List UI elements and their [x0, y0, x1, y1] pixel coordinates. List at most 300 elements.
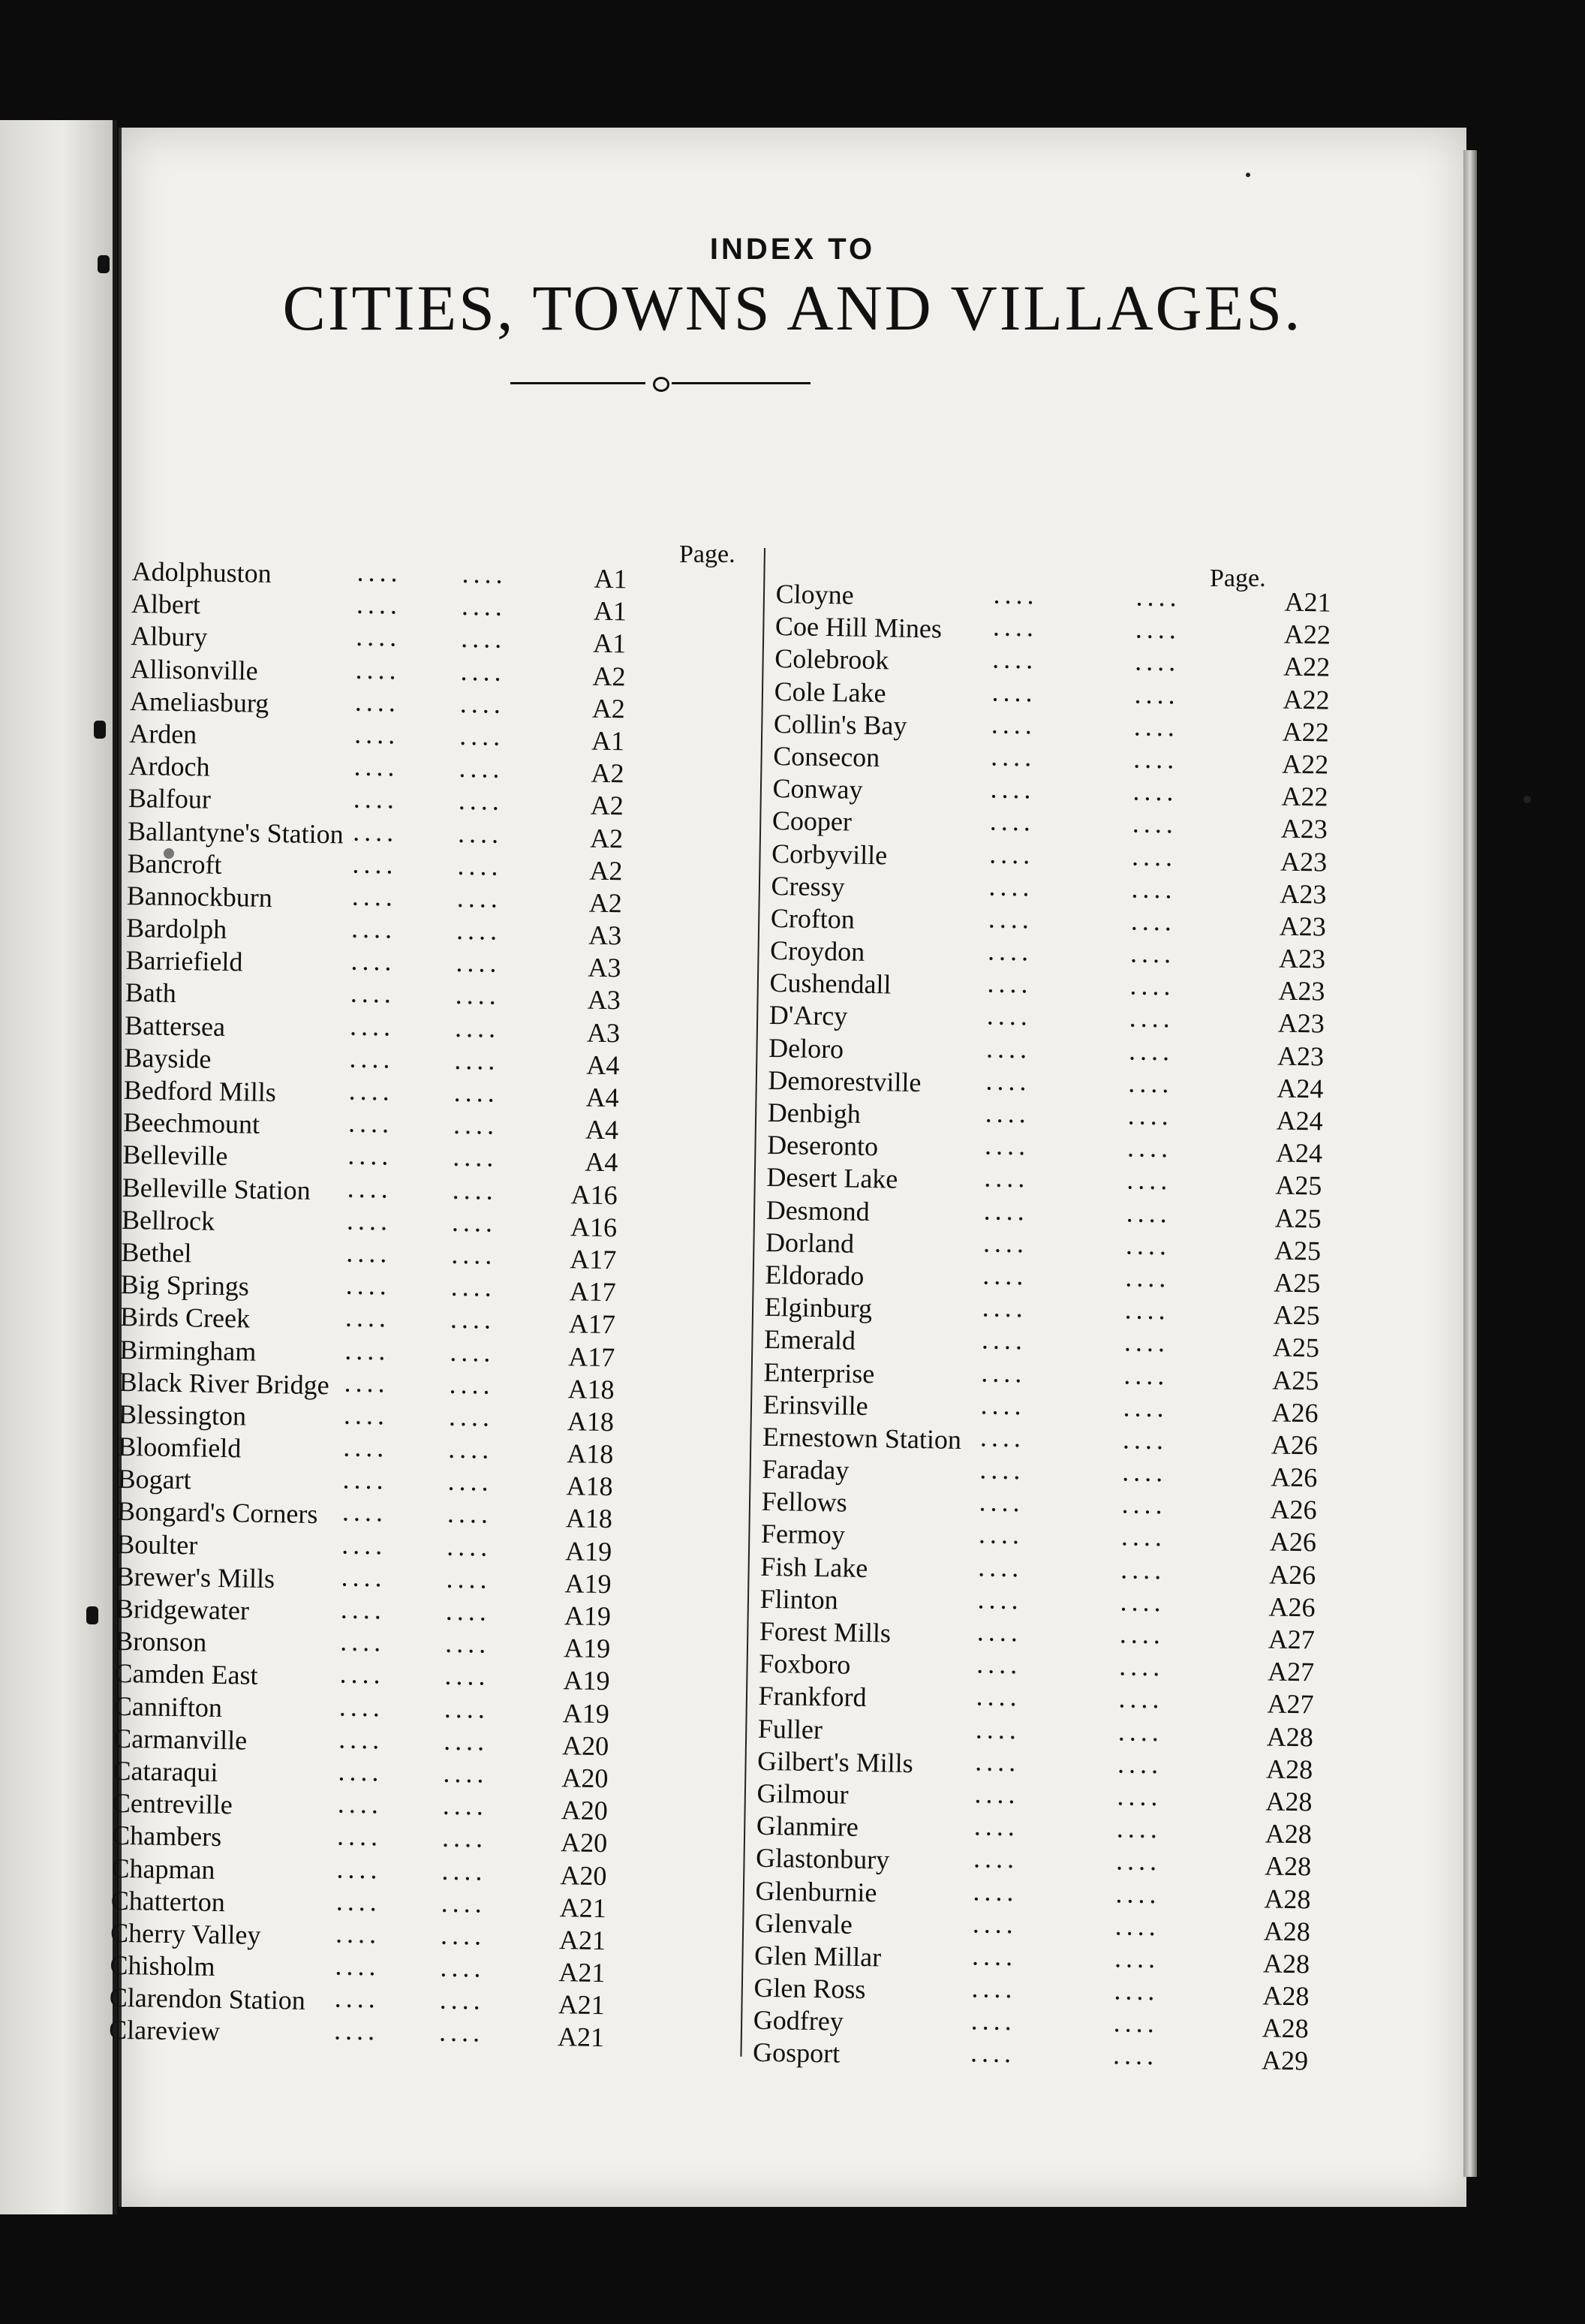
facing-page-edge — [0, 120, 117, 2214]
page-number: A17 — [568, 1308, 616, 1340]
page-number: A24 — [1276, 1105, 1324, 1136]
page-number: A1 — [592, 628, 627, 659]
page-number: A2 — [588, 887, 623, 919]
page-number: A22 — [1283, 652, 1331, 682]
page-number: A3 — [586, 1017, 621, 1048]
page-number: A28 — [1262, 1948, 1310, 1979]
leader-dots: .... — [352, 848, 398, 880]
leader-dots: .... — [1134, 679, 1180, 710]
page-number: A23 — [1278, 943, 1326, 974]
leader-dots: .... — [452, 1174, 498, 1206]
place-name: Belleville — [122, 1139, 228, 1172]
page-number: A20 — [561, 1795, 609, 1826]
page-number: A22 — [1283, 619, 1331, 650]
page-number: A22 — [1281, 748, 1329, 780]
leader-dots: .... — [447, 1531, 492, 1562]
leader-dots: .... — [1129, 970, 1175, 1001]
place-name: Bayside — [124, 1042, 212, 1074]
index-column-right — [753, 578, 1451, 2080]
leader-dots: .... — [336, 1820, 383, 1852]
leader-dots: .... — [990, 773, 1036, 805]
leader-dots: .... — [441, 1855, 487, 1886]
leader-dots: .... — [980, 1389, 1027, 1421]
place-name: Camden East — [114, 1658, 258, 1691]
leader-dots: .... — [454, 1012, 501, 1043]
leader-dots: .... — [1128, 1067, 1174, 1099]
page-column-header-left: Page. — [679, 540, 735, 568]
leader-dots: .... — [444, 1627, 491, 1659]
place-name: Glenburnie — [755, 1875, 877, 1907]
page-number: A27 — [1267, 1656, 1315, 1687]
place-name: Battersea — [124, 1010, 226, 1042]
leader-dots: .... — [459, 720, 505, 751]
leader-dots: .... — [343, 1399, 389, 1431]
leader-dots: .... — [453, 1109, 499, 1140]
page-number: A25 — [1274, 1267, 1321, 1299]
leader-dots: .... — [351, 881, 398, 912]
leader-dots: .... — [450, 1336, 495, 1368]
page-number: A25 — [1272, 1332, 1320, 1363]
leader-dots: .... — [458, 785, 504, 817]
page-number: A18 — [566, 1471, 613, 1502]
leader-dots: .... — [974, 1778, 1020, 1810]
place-name: Carmanville — [113, 1723, 248, 1756]
place-name: Arden — [128, 718, 197, 750]
place-name: Boulter — [116, 1528, 198, 1561]
leader-dots: .... — [335, 1950, 380, 1982]
leader-dots: .... — [1125, 1230, 1171, 1261]
leader-dots: .... — [456, 914, 502, 946]
place-name: Fuller — [757, 1713, 823, 1745]
place-name: Bellrock — [121, 1204, 215, 1236]
page-number: A24 — [1277, 1073, 1324, 1104]
leader-dots: .... — [356, 589, 402, 620]
leader-dots: .... — [339, 1658, 385, 1690]
place-name: Balfour — [128, 783, 212, 814]
leader-dots: .... — [1114, 1975, 1159, 2006]
place-name: Fermoy — [760, 1519, 846, 1551]
leader-dots: .... — [349, 1043, 395, 1074]
place-name: Enterprise — [763, 1356, 875, 1389]
leader-dots: .... — [462, 558, 507, 589]
leader-dots: .... — [1123, 1359, 1169, 1390]
page-number: A21 — [558, 1925, 606, 1956]
leader-dots: .... — [443, 1725, 489, 1757]
page-number: A4 — [585, 1114, 619, 1145]
place-name: Ameliasburg — [129, 685, 269, 718]
place-name: Consecon — [772, 740, 880, 773]
place-name: Deseronto — [766, 1130, 879, 1162]
leader-dots: .... — [987, 968, 1033, 999]
leader-dots: .... — [335, 1918, 381, 1949]
leader-dots: .... — [341, 1529, 387, 1561]
leader-dots: .... — [1120, 1521, 1167, 1552]
place-name: Cherry Valley — [110, 1917, 261, 1950]
place-name: Fellows — [761, 1486, 847, 1518]
page-number: A4 — [585, 1082, 620, 1113]
place-name: Glen Millar — [753, 1940, 882, 1973]
leader-dots: .... — [976, 1616, 1023, 1648]
leader-dots: .... — [440, 1952, 486, 1983]
place-name: D'Arcy — [768, 1000, 848, 1032]
leader-dots: .... — [444, 1660, 490, 1692]
leader-dots: .... — [1118, 1683, 1164, 1714]
leader-dots: .... — [1115, 1877, 1161, 1909]
page-number: A29 — [1261, 2045, 1309, 2076]
page-number: A22 — [1281, 781, 1328, 812]
leader-dots: .... — [970, 2005, 1017, 2037]
place-name: Conway — [772, 773, 863, 805]
place-name: Desert Lake — [766, 1162, 898, 1195]
leader-dots: .... — [334, 1982, 380, 2014]
leader-dots: .... — [348, 1075, 395, 1106]
page-number: A16 — [570, 1179, 618, 1210]
page-number: A3 — [588, 920, 622, 951]
place-name: Fish Lake — [760, 1551, 868, 1583]
place-name: Clarendon Station — [109, 1982, 306, 2016]
leader-dots: .... — [338, 1756, 383, 1787]
place-name: Denbigh — [767, 1097, 862, 1129]
page-number: A4 — [585, 1146, 618, 1178]
page-number: A23 — [1280, 813, 1328, 844]
leader-dots: .... — [343, 1431, 389, 1463]
leader-dots: .... — [341, 1561, 386, 1593]
page-number: A20 — [561, 1763, 609, 1794]
leader-dots: .... — [1130, 905, 1177, 937]
leader-dots: .... — [986, 1000, 1033, 1031]
leader-dots: .... — [992, 611, 1039, 643]
leader-dots: .... — [1126, 1197, 1172, 1228]
leader-dots: .... — [355, 654, 401, 685]
page-number: A23 — [1277, 1008, 1325, 1039]
place-name: Chapman — [111, 1853, 215, 1885]
leader-dots: .... — [1135, 613, 1181, 645]
leader-dots: .... — [971, 1973, 1017, 2004]
leader-dots: .... — [976, 1648, 1022, 1680]
page-number: A19 — [564, 1535, 612, 1567]
page-number: A21 — [558, 1989, 606, 2021]
leader-dots: .... — [982, 1292, 1028, 1323]
place-name: Adolphuston — [131, 555, 272, 589]
leader-dots: .... — [442, 1790, 489, 1821]
place-name: Frankford — [758, 1681, 867, 1713]
leader-dots: .... — [446, 1563, 492, 1594]
leader-dots: .... — [977, 1584, 1023, 1615]
place-name: Emerald — [763, 1324, 856, 1356]
place-name: Albert — [131, 589, 201, 620]
leader-dots: .... — [344, 1335, 390, 1366]
leader-dots: .... — [353, 751, 399, 782]
page-title: CITIES, TOWNS AND VILLAGES. — [282, 272, 1303, 344]
place-name: Glen Ross — [753, 1972, 866, 2005]
leader-dots: .... — [448, 1401, 495, 1432]
leader-dots: .... — [1114, 1910, 1161, 1941]
leader-dots: .... — [441, 1823, 488, 1853]
leader-dots: .... — [344, 1367, 390, 1398]
leader-dots: .... — [350, 978, 396, 1010]
page-number: A23 — [1278, 975, 1325, 1007]
place-name: Desmond — [765, 1194, 871, 1227]
place-name: Cataraqui — [113, 1755, 218, 1787]
leader-dots: .... — [1132, 743, 1179, 775]
leader-dots: .... — [461, 591, 507, 622]
page-number: A2 — [590, 790, 624, 821]
page-number: A19 — [563, 1633, 611, 1664]
leader-dots: .... — [449, 1368, 495, 1400]
place-name: Glenvale — [754, 1907, 853, 1940]
leader-dots: .... — [1124, 1294, 1171, 1326]
place-name: Bongard's Corners — [116, 1496, 318, 1530]
leader-dots: .... — [984, 1162, 1030, 1194]
place-name: Clareview — [108, 2015, 221, 2047]
leader-dots: .... — [445, 1595, 492, 1627]
page-number: A2 — [591, 693, 626, 724]
place-name: Croydon — [769, 935, 865, 967]
leader-dots: .... — [976, 1681, 1021, 1712]
place-name: Barriefield — [125, 945, 243, 977]
place-name: Cushendall — [769, 968, 892, 1000]
page-number: A28 — [1265, 1786, 1313, 1817]
page-number: A17 — [569, 1276, 616, 1308]
leader-dots: .... — [354, 686, 401, 718]
leader-dots: .... — [985, 1097, 1031, 1129]
place-name: Foxboro — [758, 1648, 851, 1680]
leader-dots: .... — [350, 945, 396, 977]
page-number: A25 — [1271, 1365, 1319, 1395]
leader-dots: .... — [447, 1498, 493, 1530]
page-number: A3 — [587, 985, 621, 1016]
leader-dots: .... — [333, 2015, 380, 2046]
leader-dots: .... — [982, 1260, 1028, 1291]
page-number: A19 — [562, 1697, 610, 1729]
leader-dots: .... — [988, 903, 1034, 935]
page-number: A21 — [557, 2021, 605, 2053]
page-number: A25 — [1273, 1299, 1320, 1331]
speck — [1246, 173, 1250, 177]
page-number: A27 — [1268, 1624, 1316, 1655]
page-number: A17 — [568, 1341, 615, 1372]
leader-dots: .... — [455, 980, 501, 1011]
leader-dots: .... — [973, 1843, 1019, 1874]
leader-dots: .... — [336, 1853, 382, 1884]
page-number: A1 — [593, 595, 627, 627]
place-name: Cressy — [771, 870, 845, 902]
place-name: Corbyville — [771, 838, 888, 870]
page-number: A26 — [1270, 1462, 1318, 1493]
place-name: Beechmount — [122, 1107, 260, 1139]
leader-dots: .... — [350, 913, 397, 944]
leader-dots: .... — [978, 1519, 1024, 1550]
page-number: A25 — [1274, 1203, 1322, 1234]
page-number: A18 — [566, 1438, 614, 1470]
leader-dots: .... — [352, 816, 399, 847]
page-number: A28 — [1265, 1818, 1313, 1850]
leader-dots: .... — [342, 1464, 389, 1495]
leader-dots: .... — [450, 1271, 497, 1302]
place-name: Erinsville — [762, 1389, 868, 1421]
leader-dots: .... — [1117, 1715, 1164, 1747]
leader-dots: .... — [1115, 1845, 1162, 1877]
place-name: Gilbert's Mills — [756, 1745, 914, 1778]
leader-dots: .... — [978, 1552, 1024, 1582]
page-number: A23 — [1277, 1040, 1325, 1072]
leader-dots: .... — [1119, 1618, 1165, 1650]
leader-dots: .... — [1122, 1456, 1168, 1488]
page-number: A22 — [1282, 716, 1330, 748]
leader-dots: .... — [1126, 1164, 1172, 1196]
place-name: Cannifton — [113, 1690, 223, 1723]
page-number: A19 — [563, 1665, 610, 1696]
leader-dots: .... — [356, 556, 403, 588]
leader-dots: .... — [1133, 711, 1180, 742]
page-number: A4 — [586, 1049, 620, 1081]
leader-dots: .... — [340, 1594, 386, 1625]
page-number: A1 — [591, 725, 625, 757]
leader-dots: .... — [346, 1237, 392, 1269]
page-number: A1 — [594, 563, 627, 595]
page-number: A23 — [1280, 846, 1328, 878]
place-name: Bethel — [121, 1236, 192, 1269]
page-column-header-right: Page. — [1210, 564, 1266, 592]
title-ornament — [510, 375, 811, 390]
place-name: Faraday — [762, 1453, 850, 1486]
place-name: Bloomfield — [118, 1431, 242, 1464]
place-name: Bath — [125, 977, 177, 1009]
speck — [1523, 796, 1531, 803]
place-name: Gilmour — [756, 1778, 849, 1810]
place-name: Ballantyne's Station — [127, 815, 344, 849]
leader-dots: .... — [456, 882, 503, 914]
leader-dots: .... — [988, 838, 1035, 869]
leader-dots: .... — [993, 579, 1039, 610]
leader-dots: .... — [988, 871, 1034, 902]
place-name: Chatterton — [110, 1885, 226, 1917]
place-name: Allisonville — [130, 653, 258, 686]
page-number: A3 — [588, 952, 621, 983]
page-number: A26 — [1270, 1494, 1317, 1525]
leader-dots: .... — [973, 1875, 1018, 1907]
page-number: A26 — [1271, 1397, 1319, 1428]
page-number: A2 — [589, 823, 624, 853]
leader-dots: .... — [1135, 646, 1180, 677]
page-number: A28 — [1264, 1850, 1312, 1882]
leader-dots: .... — [1112, 2040, 1159, 2071]
leader-dots: .... — [440, 1919, 486, 1951]
page-number: A21 — [559, 1892, 607, 1923]
page-number: A20 — [560, 1859, 607, 1891]
leader-dots: .... — [441, 1887, 487, 1919]
page-number: A23 — [1279, 911, 1327, 942]
leader-dots: .... — [356, 622, 402, 653]
leader-dots: .... — [991, 709, 1037, 740]
page-number: A21 — [558, 1957, 606, 1988]
place-name: Bogart — [117, 1464, 191, 1495]
leader-dots: .... — [450, 1304, 496, 1335]
page-edge — [1463, 150, 1477, 2177]
page-number: A28 — [1265, 1754, 1313, 1785]
page-number: A18 — [567, 1406, 615, 1437]
page-number: A28 — [1266, 1721, 1314, 1752]
place-name: Belleville Station — [122, 1172, 311, 1206]
place-name: Chambers — [111, 1820, 222, 1853]
place-name: Cole Lake — [774, 676, 886, 708]
place-name: Forest Mills — [759, 1615, 892, 1648]
page-number: A19 — [564, 1600, 612, 1632]
leader-dots: .... — [335, 1886, 382, 1917]
page-number: A28 — [1263, 1916, 1311, 1947]
leader-dots: .... — [345, 1269, 392, 1301]
page-number: A2 — [592, 661, 626, 691]
leader-dots: .... — [453, 1142, 498, 1173]
leader-dots: .... — [461, 623, 507, 655]
place-name: Ernestown Station — [762, 1421, 962, 1455]
index-column-left — [109, 555, 657, 2055]
leader-dots: .... — [1128, 1035, 1174, 1067]
leader-dots: .... — [983, 1195, 1030, 1226]
leader-dots: .... — [1121, 1489, 1167, 1520]
leader-dots: .... — [1118, 1651, 1165, 1682]
leader-dots: .... — [985, 1065, 1031, 1097]
leader-dots: .... — [344, 1302, 391, 1333]
page-number: A17 — [570, 1244, 617, 1275]
page-number: A25 — [1274, 1235, 1322, 1266]
index-to-heading: INDEX TO — [709, 233, 876, 266]
place-name: Ardoch — [128, 751, 210, 782]
leader-dots: .... — [1120, 1586, 1165, 1618]
leader-dots: .... — [970, 2037, 1016, 2069]
leader-dots: .... — [457, 817, 504, 849]
leader-dots: .... — [1132, 775, 1178, 807]
leader-dots: .... — [338, 1691, 385, 1723]
place-name: Coe Hill Mines — [774, 611, 943, 644]
leader-dots: .... — [974, 1746, 1021, 1778]
place-name: Godfrey — [753, 2005, 844, 2037]
place-name: Chisholm — [110, 1949, 215, 1982]
place-name: Gosport — [752, 2037, 841, 2070]
place-name: Collin's Bay — [773, 708, 907, 741]
leader-dots: .... — [1122, 1424, 1168, 1456]
place-name: Bancroft — [127, 847, 222, 880]
page-number: A26 — [1268, 1559, 1316, 1591]
leader-dots: .... — [353, 718, 400, 750]
leader-dots: .... — [347, 1107, 394, 1139]
leader-dots: .... — [979, 1486, 1025, 1518]
leader-dots: .... — [1135, 581, 1181, 613]
leader-dots: .... — [459, 753, 504, 784]
page-number: A18 — [565, 1503, 613, 1534]
leader-dots: .... — [451, 1206, 498, 1238]
place-name: Eldorado — [765, 1259, 865, 1291]
place-name: Birds Creek — [119, 1302, 251, 1334]
leader-dots: .... — [1114, 1943, 1160, 1974]
leader-dots: .... — [454, 1044, 500, 1076]
leader-dots: .... — [1129, 938, 1176, 969]
leader-dots: .... — [1129, 1002, 1175, 1034]
leader-dots: .... — [448, 1433, 494, 1465]
leader-dots: .... — [443, 1757, 489, 1789]
leader-dots: .... — [971, 1940, 1018, 1972]
page-number: A2 — [589, 855, 623, 887]
leader-dots: .... — [1127, 1100, 1174, 1131]
leader-dots: .... — [453, 1076, 500, 1108]
leader-dots: .... — [981, 1324, 1027, 1356]
leader-dots: .... — [349, 1010, 395, 1042]
place-name: Bardolph — [125, 913, 227, 945]
leader-dots: .... — [439, 1984, 486, 2015]
leader-dots: .... — [1125, 1262, 1171, 1293]
leader-dots: .... — [982, 1227, 1029, 1259]
page-number: A25 — [1275, 1170, 1322, 1201]
